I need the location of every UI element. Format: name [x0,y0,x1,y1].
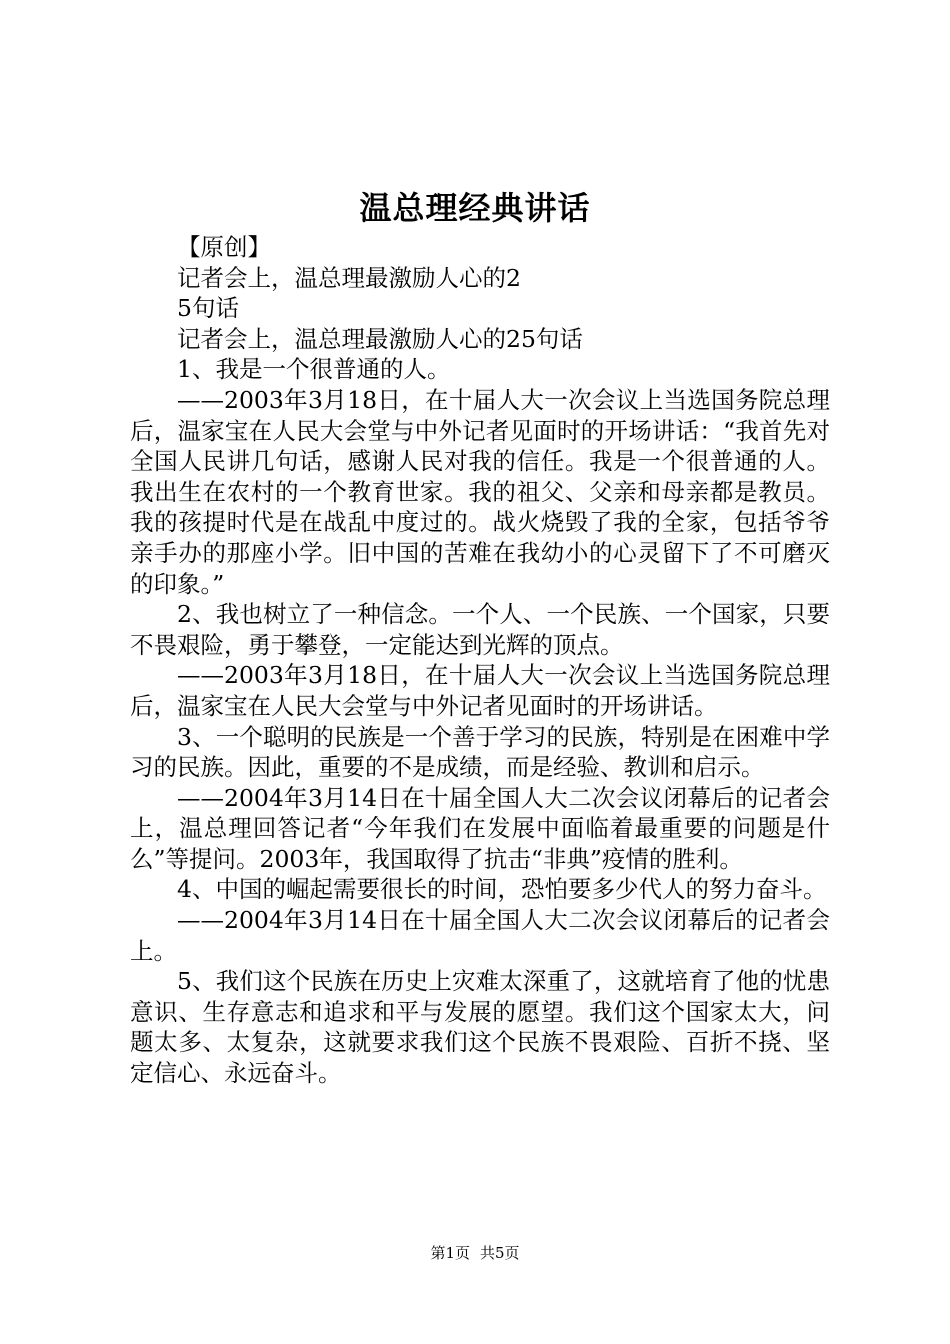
paragraph-source-1: ——2003年3月18日，在十届人大一次会议上当选国务院总理后，温家宝在人民大会堂与中外记者见面时的开场讲话：“我首先对全国人民讲几句话，感谢人民对我的信任。我是一个很普通的人。我出生在农村的一个教育世家。我的祖父、父亲和母亲都是教员。我的孩提时代是在战乱中度过的。战火烧毁了我的全家，包括爷爷亲手办的那座小学。旧中国的苦难在我幼小的心灵留下了不可磨灭的印象。” [130,385,830,598]
document-title: 温总理经典讲话 [359,189,591,227]
paragraph-quote-1: 1、我是一个很普通的人。 [177,355,451,384]
paragraph-heading-line-2: 5句话 [177,294,239,323]
paragraph-quote-2: 2、我也树立了一种信念。一个人、一个民族、一个国家，只要不畏艰险，勇于攀登，一定能达到光辉的顶点。 [130,600,830,659]
paragraph-quote-4: 4、中国的崛起需要很长的时间，恐怕要多少代人的努力奋斗。 [177,875,827,904]
paragraph-source-4: ——2004年3月14日在十届全国人大二次会议闭幕后的记者会上。 [130,906,830,965]
paragraph-quote-5: 5、我们这个民族在历史上灾难太深重了，这就培育了他的忧患意识、生存意志和追求和平与发展的愿望。我们这个国家太大，问题太多、太复杂，这就要求我们这个民族不畏艰险、百折不挠、坚定信心、永远奋斗。 [130,967,830,1088]
paragraph-quote-3: 3、一个聪明的民族是一个善于学习的民族，特别是在困难中学习的民族。因此，重要的不是成绩，而是经验、教训和启示。 [130,722,830,782]
paragraph-original-tag: 【原创】 [177,233,271,261]
page-footer [0,1243,950,1263]
document-body [130,232,830,1089]
paragraph-source-3: ——2004年3月14日在十届全国人大二次会议闭幕后的记者会上，温总理回答记者“今年我们在发展中面临着最重要的问题是什么”等提问。2003年，我国取得了抗击“非典”疫情的胜利。 [130,783,830,873]
paragraph-subtitle: 记者会上，温总理最激励人心的25句话 [177,324,583,353]
page-total: 共5页 [480,1244,520,1262]
page-number: 第1页 [430,1244,470,1262]
paragraph-source-2: ——2003年3月18日，在十届人大一次会议上当选国务院总理后，温家宝在人民大会堂与中外记者见面时的开场讲话。 [130,661,830,720]
paragraph-heading-line-1: 记者会上，温总理最激励人心的2 [177,263,521,292]
